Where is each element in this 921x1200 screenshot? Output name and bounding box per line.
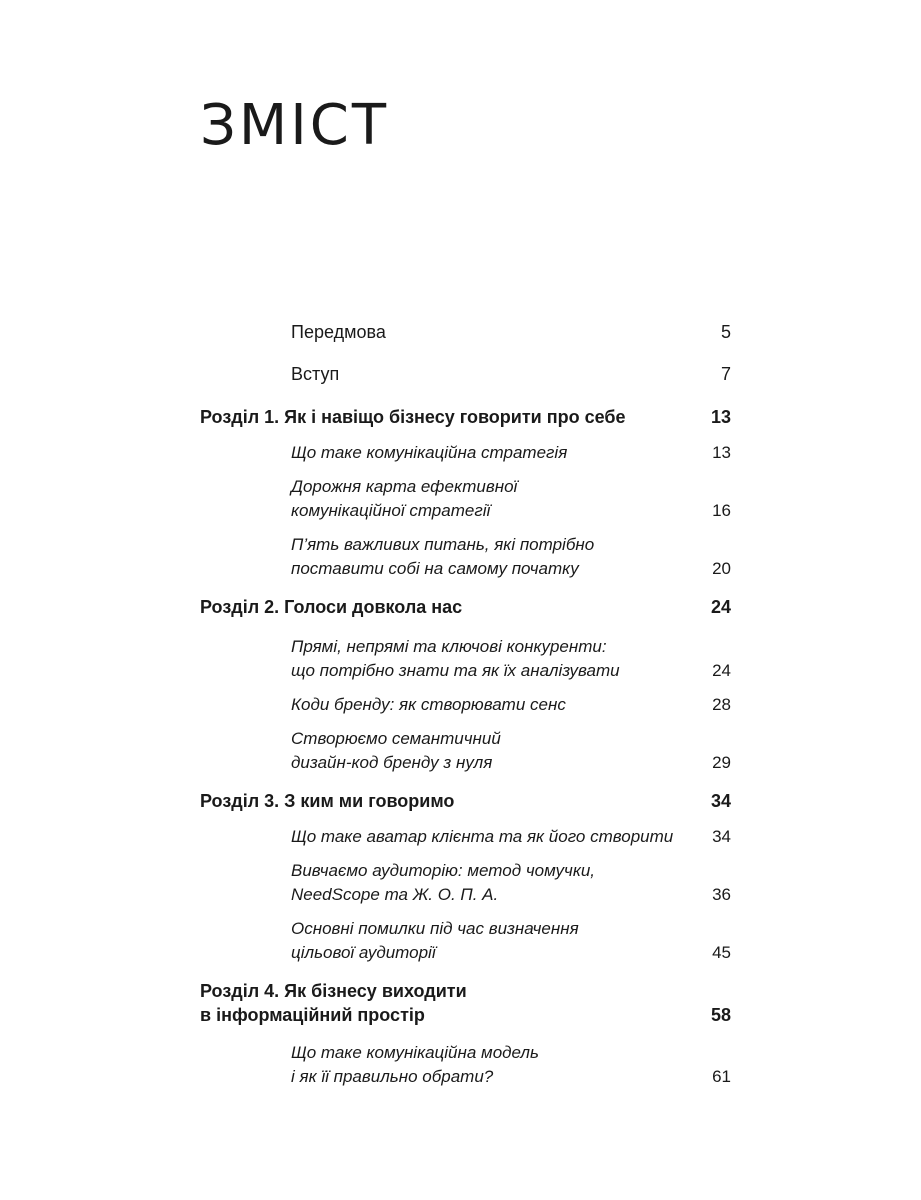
section-title [291,727,501,775]
toc-section[interactable] [200,635,731,683]
chapter-title-line: Розділ 3. З ким ми говоримо [200,791,455,811]
toc-chapter-4[interactable] [200,979,731,1027]
section-title-line: Що таке комунікаційна стратегія [291,443,568,462]
chapter-page: 24 [710,597,731,617]
toc-chapter-3[interactable] [200,789,731,813]
section-page: 16 [712,501,731,520]
section-page: 20 [712,559,731,578]
section-title-line: Основні помилки під час визначення [291,919,579,938]
section-title-line: Прямі, непрямі та ключові конкуренти: [291,637,607,656]
toc-entry-foreword[interactable] [200,320,731,344]
toc-entry-page: 5 [720,322,731,342]
section-title-line: і як її правильно обрати? [291,1067,494,1086]
section-page: 36 [712,885,731,904]
section-title [291,825,673,849]
chapter-title [200,979,467,1027]
section-page: 34 [712,827,731,846]
section-title-line: П’ять важливих питань, які потрібно [291,535,595,554]
section-page: 28 [712,695,731,714]
section-title-line: Коди бренду: як створювати сенс [291,695,566,714]
section-title [291,441,567,465]
chapter-title [200,789,454,813]
chapter-page: 58 [710,1005,731,1025]
table-of-contents [200,320,731,1099]
section-title-line: NeedScope та Ж. О. П. А. [291,885,499,904]
chapter-title [200,405,626,429]
section-title-line: Що таке комунікаційна модель [291,1043,539,1062]
toc-section[interactable] [200,859,731,907]
toc-section[interactable] [200,727,731,775]
chapter-title [200,595,462,619]
section-title-line: Що таке аватар клієнта та як його створити [291,827,674,846]
section-page: 13 [712,443,731,462]
section-title [291,693,566,717]
chapter-page: 34 [710,791,731,811]
section-title-line: Вивчаємо аудиторію: метод чомучки, [291,861,596,880]
toc-entry-page: 7 [720,364,731,384]
toc-entry-label: Передмова [291,322,386,342]
section-title [291,859,595,907]
section-title-line: що потрібно знати та як їх аналізувати [291,661,620,680]
toc-entry-introduction[interactable] [200,362,731,386]
section-title-line: Дорожня карта ефективної [291,477,518,496]
section-title [291,917,579,965]
section-title [291,475,517,523]
toc-section[interactable] [200,693,731,717]
section-title [291,635,620,683]
section-title-line: дизайн-код бренду з нуля [291,753,493,772]
chapter-title-line: Розділ 1. Як і навіщо бізнесу говорити про себе [200,407,626,427]
chapter-title-line: Розділ 2. Голоси довкола нас [200,597,463,617]
toc-section[interactable] [200,917,731,965]
toc-section[interactable] [200,475,731,523]
page-title: ЗМІСТ [200,93,390,158]
section-title-line: цільової аудиторії [291,943,436,962]
chapter-title-line: Розділ 4. Як бізнесу виходити [200,981,467,1001]
section-title-line: поставити собі на самому початку [291,559,579,578]
section-page: 29 [712,753,731,772]
section-title [291,1041,539,1089]
toc-section[interactable] [200,441,731,465]
section-page: 61 [712,1067,731,1086]
chapter-title-line: в інформаційний простір [200,1005,425,1025]
toc-section[interactable] [200,1041,731,1089]
toc-section[interactable] [200,533,731,581]
toc-section[interactable] [200,825,731,849]
section-page: 45 [712,943,731,962]
section-title [291,533,594,581]
section-title-line: комунікаційної стратегії [291,501,491,520]
chapter-page: 13 [710,407,731,427]
toc-chapter-1[interactable] [200,405,731,429]
section-page: 24 [712,661,731,680]
section-title-line: Створюємо семантичний [291,729,501,748]
toc-chapter-2[interactable] [200,595,731,619]
toc-entry-label: Вступ [291,364,340,384]
